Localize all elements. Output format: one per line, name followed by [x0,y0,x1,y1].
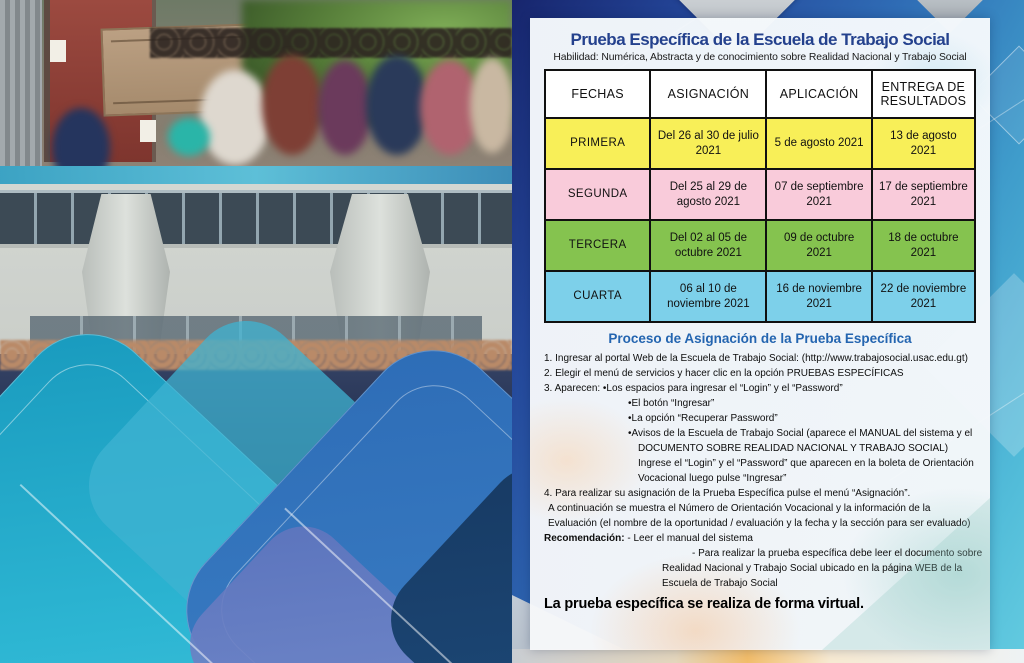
page-subtitle: Habilidad: Numérica, Abstracta y de conocimiento sobre Realidad Nacional y Trabajo Social [553,52,967,63]
asignacion-cell: 06 al 10 de noviembre 2021 [650,271,766,322]
process-line: - Para realizar la prueba específica debe leer el documento sobre [692,548,983,559]
schedule-row [545,118,975,169]
schedule-header-cell: FECHAS [545,70,650,118]
child-figure [168,118,210,156]
person-figure [366,55,428,155]
person-figure [470,58,512,153]
process-line: Realidad Nacional y Trabajo Social ubicado en la página WEB de la [662,563,963,574]
asignacion-cell: Del 26 al 30 de julio 2021 [650,118,766,169]
photo-community-meeting [0,0,512,166]
entrega-cell: 18 de octubre 2021 [872,220,975,271]
aplicacion-cell: 5 de agosto 2021 [766,118,871,169]
process-line: 2. Elegir el menú de servicios y hacer clic en la opción PRUEBAS ESPECÍFICAS [544,368,904,379]
process-line: 4. Para realizar su asignación de la Prueba Específica pulse el menú “Asignación”. [544,488,911,499]
aplicacion-cell: 16 de noviembre 2021 [766,271,871,322]
asignacion-cell: Del 25 al 29 de agosto 2021 [650,169,766,220]
process-line: Recomendación: - Leer el manual del sistema [544,533,753,544]
poster-paper [50,40,66,62]
process-steps [544,351,983,591]
process-line: •Avisos de la Escuela de Trabajo Social (aparece el MANUAL del sistema y el [628,428,973,439]
process-line: Ingrese el “Login” y el “Password” que aparecen en la boleta de Orientación [638,458,974,469]
schedule-header-cell: ENTREGA DE RESULTADOS [872,70,975,118]
fecha-cell: TERCERA [545,220,650,271]
process-line: Evaluación (el nombre de la oportunidad / evaluación y la fecha y la sección para ser evaluado) [548,518,971,529]
schedule-row [545,220,975,271]
process-line: A continuación se muestra el Número de Orientación Vocacional y la información de la [548,503,931,514]
entrega-cell: 13 de agosto 2021 [872,118,975,169]
teal-banner-strip [0,166,512,184]
process-line: •La opción “Recuperar Password” [628,413,778,424]
flyer-right-panel [512,0,1024,663]
schedule-header-cell: APLICACIÓN [766,70,871,118]
corrugated-wall [0,0,42,166]
fecha-cell: CUARTA [545,271,650,322]
process-line: 3. Aparecen: •Los espacios para ingresar el “Login” y el “Password” [544,383,843,394]
aplicacion-cell: 07 de septiembre 2021 [766,169,871,220]
entrega-cell: 22 de noviembre 2021 [872,271,975,322]
person-figure [318,60,372,155]
page-title: Prueba Específica de la Escuela de Trabajo Social [570,30,950,49]
process-line: 1. Ingresar al portal Web de la Escuela de Trabajo Social: (http://www.trabajosocial.usac.edu.gt) [544,353,968,364]
flyer-content-card [530,18,990,650]
crowd-heads [150,28,512,58]
poster-paper [140,120,156,142]
schedule-table-head [545,70,975,118]
schedule-header-row [545,70,975,118]
decor-bottom-band [512,649,1024,663]
process-line: •El botón “Ingresar” [628,398,715,409]
process-line: Escuela de Trabajo Social [662,578,778,589]
schedule-table [544,69,976,323]
process-line: DOCUMENTO SOBRE REALIDAD NACIONAL Y TRABAJO SOCIAL) [638,443,949,454]
aplicacion-cell: 09 de octubre 2021 [766,220,871,271]
person-figure [262,55,322,155]
schedule-row [545,271,975,322]
photo-group-building [0,166,512,663]
process-heading: Proceso de Asignación de la Prueba Específica [608,331,912,346]
building-windows [0,190,512,248]
entrega-cell: 17 de septiembre 2021 [872,169,975,220]
fecha-cell: PRIMERA [545,118,650,169]
asignacion-cell: Del 02 al 05 de octubre 2021 [650,220,766,271]
person-figure [200,70,270,165]
fecha-cell: SEGUNDA [545,169,650,220]
virtual-test-note: La prueba específica se realiza de forma virtual. [544,596,864,612]
schedule-table-body [545,118,975,322]
schedule-row [545,169,975,220]
process-line: Vocacional luego pulse “Ingresar” [638,473,787,484]
schedule-header-cell: ASIGNACIÓN [650,70,766,118]
